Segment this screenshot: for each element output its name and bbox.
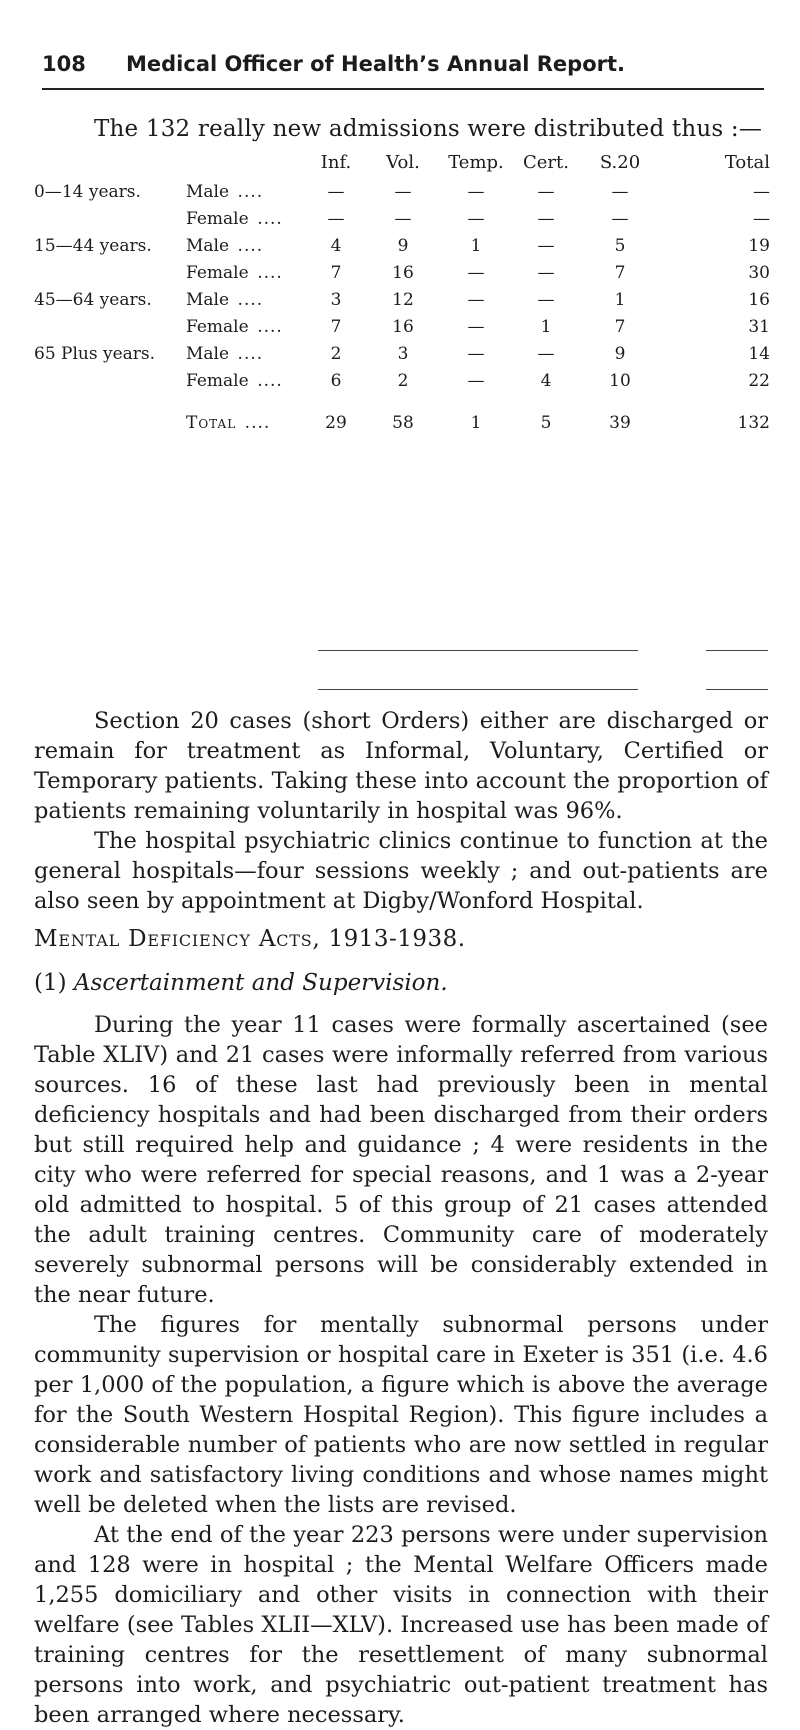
value-cell: 16 (392, 316, 414, 337)
leader-dots: .... (237, 181, 264, 202)
table-total-row (34, 400, 774, 442)
sex-label: Male (186, 289, 230, 310)
subsection-number: (1) (34, 970, 67, 996)
total-rule-top (318, 650, 638, 651)
page-number: 108 (42, 52, 86, 76)
column-header: Inf. (320, 151, 352, 173)
value-cell: 31 (748, 316, 770, 337)
paragraph: During the year 11 cases were formally ascertained (see Table XLIV) and 21 cases were informally referred from various sources. 16 of these last had previously been in mental deficiency hospitals and had been discharged from their orders but still required help and guidance ; 4 were residents in the city who were referred for special reasons, and 1 was a 2-year old admitted to hospital. 5 of this group of 21 cases attended the adult training centres. Community care of moderately severely subnormal persons will be considerably extended in the near future. (34, 1012, 768, 1308)
age-group-cell (34, 367, 186, 394)
sex-label: Male (186, 235, 230, 256)
value-cell: — (467, 181, 485, 202)
total-value-cell: 39 (609, 413, 631, 433)
value-cell: 1 (540, 316, 552, 337)
value-cell: — (537, 181, 555, 202)
value-cell: 7 (330, 316, 342, 337)
value-cell: 3 (397, 343, 409, 364)
value-cell: — (537, 289, 555, 310)
total-rule-bottom (318, 689, 638, 690)
value-cell: — (537, 235, 555, 256)
value-cell: 6 (330, 370, 342, 391)
column-header: Vol. (386, 151, 420, 173)
value-cell: — (611, 181, 629, 202)
value-cell: 30 (748, 262, 770, 283)
table-row (34, 340, 774, 367)
value-cell: — (467, 316, 485, 337)
section-title: Mental Deficiency Acts, (34, 926, 321, 952)
value-cell: 2 (397, 370, 409, 391)
table-row (34, 367, 774, 394)
leader-dots: .... (257, 208, 283, 229)
value-cell: 7 (614, 262, 626, 283)
age-group-cell (34, 205, 186, 232)
value-cell: 16 (748, 289, 770, 310)
total-label-cell (186, 400, 306, 442)
sex-label: Female (186, 262, 249, 283)
value-cell: 5 (614, 235, 626, 256)
sex-label: Female (186, 370, 249, 391)
value-cell: — (611, 208, 629, 229)
sex-cell (186, 232, 306, 259)
value-cell: 10 (609, 370, 631, 391)
value-cell: — (394, 181, 412, 202)
value-cell: — (467, 262, 485, 283)
value-cell: 3 (330, 289, 342, 310)
value-cell: 7 (330, 262, 342, 283)
total-value-cell: 29 (325, 413, 347, 433)
total-value-cell: 5 (540, 413, 552, 433)
table-row (34, 313, 774, 340)
value-cell: — (537, 262, 555, 283)
value-cell: 14 (748, 343, 770, 364)
body-section-2 (34, 1010, 768, 1730)
paragraph: At the end of the year 223 persons were under supervision and 128 were in hospital ; the Mental Welfare Officers made 1,255 domiciliary and other visits in connection with their welfare (see Tables XLII—XLV). Increased use has been made of training centres for the resettlement of many subnormal persons into work, and psychiatric out-patient treatment has been arranged where necessary. (34, 1522, 768, 1728)
value-cell: — (327, 208, 345, 229)
value-cell: 2 (330, 343, 342, 364)
column-header: Temp. (448, 151, 504, 173)
age-group-cell (34, 313, 186, 340)
value-cell: — (753, 181, 770, 202)
table-intro: The 132 really new admissions were distributed thus :— (94, 116, 763, 142)
sex-label: Female (186, 208, 249, 229)
total-value-cell: 58 (392, 413, 414, 433)
column-header: S.20 (599, 151, 641, 173)
value-cell: 22 (748, 370, 770, 391)
value-cell: 12 (392, 289, 414, 310)
value-cell: — (394, 208, 412, 229)
leader-dots: .... (237, 343, 264, 364)
leader-dots: .... (257, 370, 283, 391)
sex-cell (186, 367, 306, 394)
value-cell: 9 (614, 343, 626, 364)
value-cell: — (467, 289, 485, 310)
value-cell: — (467, 370, 485, 391)
value-cell: 16 (392, 262, 414, 283)
age-group-cell: 15—44 years. (34, 235, 152, 256)
value-cell: — (537, 208, 555, 229)
total-rule-bottom (706, 689, 768, 690)
subsection-heading (34, 970, 448, 996)
total-spacer-cell (34, 400, 186, 442)
sex-label: Male (186, 343, 230, 364)
section-years: 1913-1938. (328, 926, 466, 952)
sex-cell (186, 286, 306, 313)
value-cell: 1 (614, 289, 626, 310)
value-cell: — (467, 343, 485, 364)
header-rule (42, 88, 764, 90)
value-cell: 19 (748, 235, 770, 256)
table-row (34, 286, 774, 313)
leader-dots: .... (237, 289, 264, 310)
age-group-cell (34, 259, 186, 286)
sex-label: Male (186, 181, 230, 202)
total-value-cell: 1 (470, 413, 482, 433)
admissions-table (34, 146, 774, 442)
value-cell: — (327, 181, 345, 202)
sex-cell (186, 313, 306, 340)
body-section-1 (34, 706, 768, 916)
table-row (34, 232, 774, 259)
paragraph: The hospital psychiatric clinics continue to function at the general hospitals—four sessions weekly ; and out-patients are also seen by appointment at Digby/Wonford Hospital. (34, 828, 768, 914)
value-cell: — (467, 208, 485, 229)
value-cell: 4 (540, 370, 552, 391)
subsection-title: Ascertainment and Supervision. (73, 970, 448, 996)
leader-dots: .... (257, 316, 283, 337)
leader-dots: .... (244, 413, 271, 433)
age-group-cell: 45—64 years. (34, 289, 152, 310)
sex-cell (186, 340, 306, 367)
value-cell: — (753, 208, 770, 229)
table-row (34, 205, 774, 232)
sex-label: Female (186, 316, 249, 337)
column-header: Cert. (523, 151, 569, 173)
total-rule-top (706, 650, 768, 651)
running-title: Medical Officer of Health’s Annual Report. (126, 52, 625, 76)
table-header-row (34, 146, 774, 178)
paragraph: Section 20 cases (short Orders) either are discharged or remain for treatment as Informal, Voluntary, Certified or Temporary patients. Taking these into account the proportion of patients remaining voluntarily in hospital was 96%. (34, 708, 768, 824)
table-row (34, 259, 774, 286)
value-cell: 9 (397, 235, 409, 256)
age-group-cell: 65 Plus years. (34, 343, 156, 364)
column-header: Total (724, 151, 770, 173)
value-cell: 7 (614, 316, 626, 337)
section-heading (34, 926, 466, 952)
leader-dots: .... (237, 235, 264, 256)
value-cell: — (537, 343, 555, 364)
total-value-cell: 132 (737, 413, 770, 433)
sex-cell (186, 205, 306, 232)
leader-dots: .... (257, 262, 283, 283)
paragraph: The figures for mentally subnormal persons under community supervision or hospital care in Exeter is 351 (i.e. 4.6 per 1,000 of the population, a figure which is above the average for the South Western Hospital Region). This figure includes a considerable number of patients who are now settled in regular work and satisfactory living conditions and whose names might well be deleted when the lists are revised. (34, 1312, 768, 1518)
table-row (34, 178, 774, 205)
total-label: Total (186, 413, 237, 433)
value-cell: 4 (330, 235, 342, 256)
page-header (42, 52, 762, 76)
sex-cell (186, 259, 306, 286)
sex-cell (186, 178, 306, 205)
age-group-cell: 0—14 years. (34, 181, 141, 202)
value-cell: 1 (470, 235, 482, 256)
